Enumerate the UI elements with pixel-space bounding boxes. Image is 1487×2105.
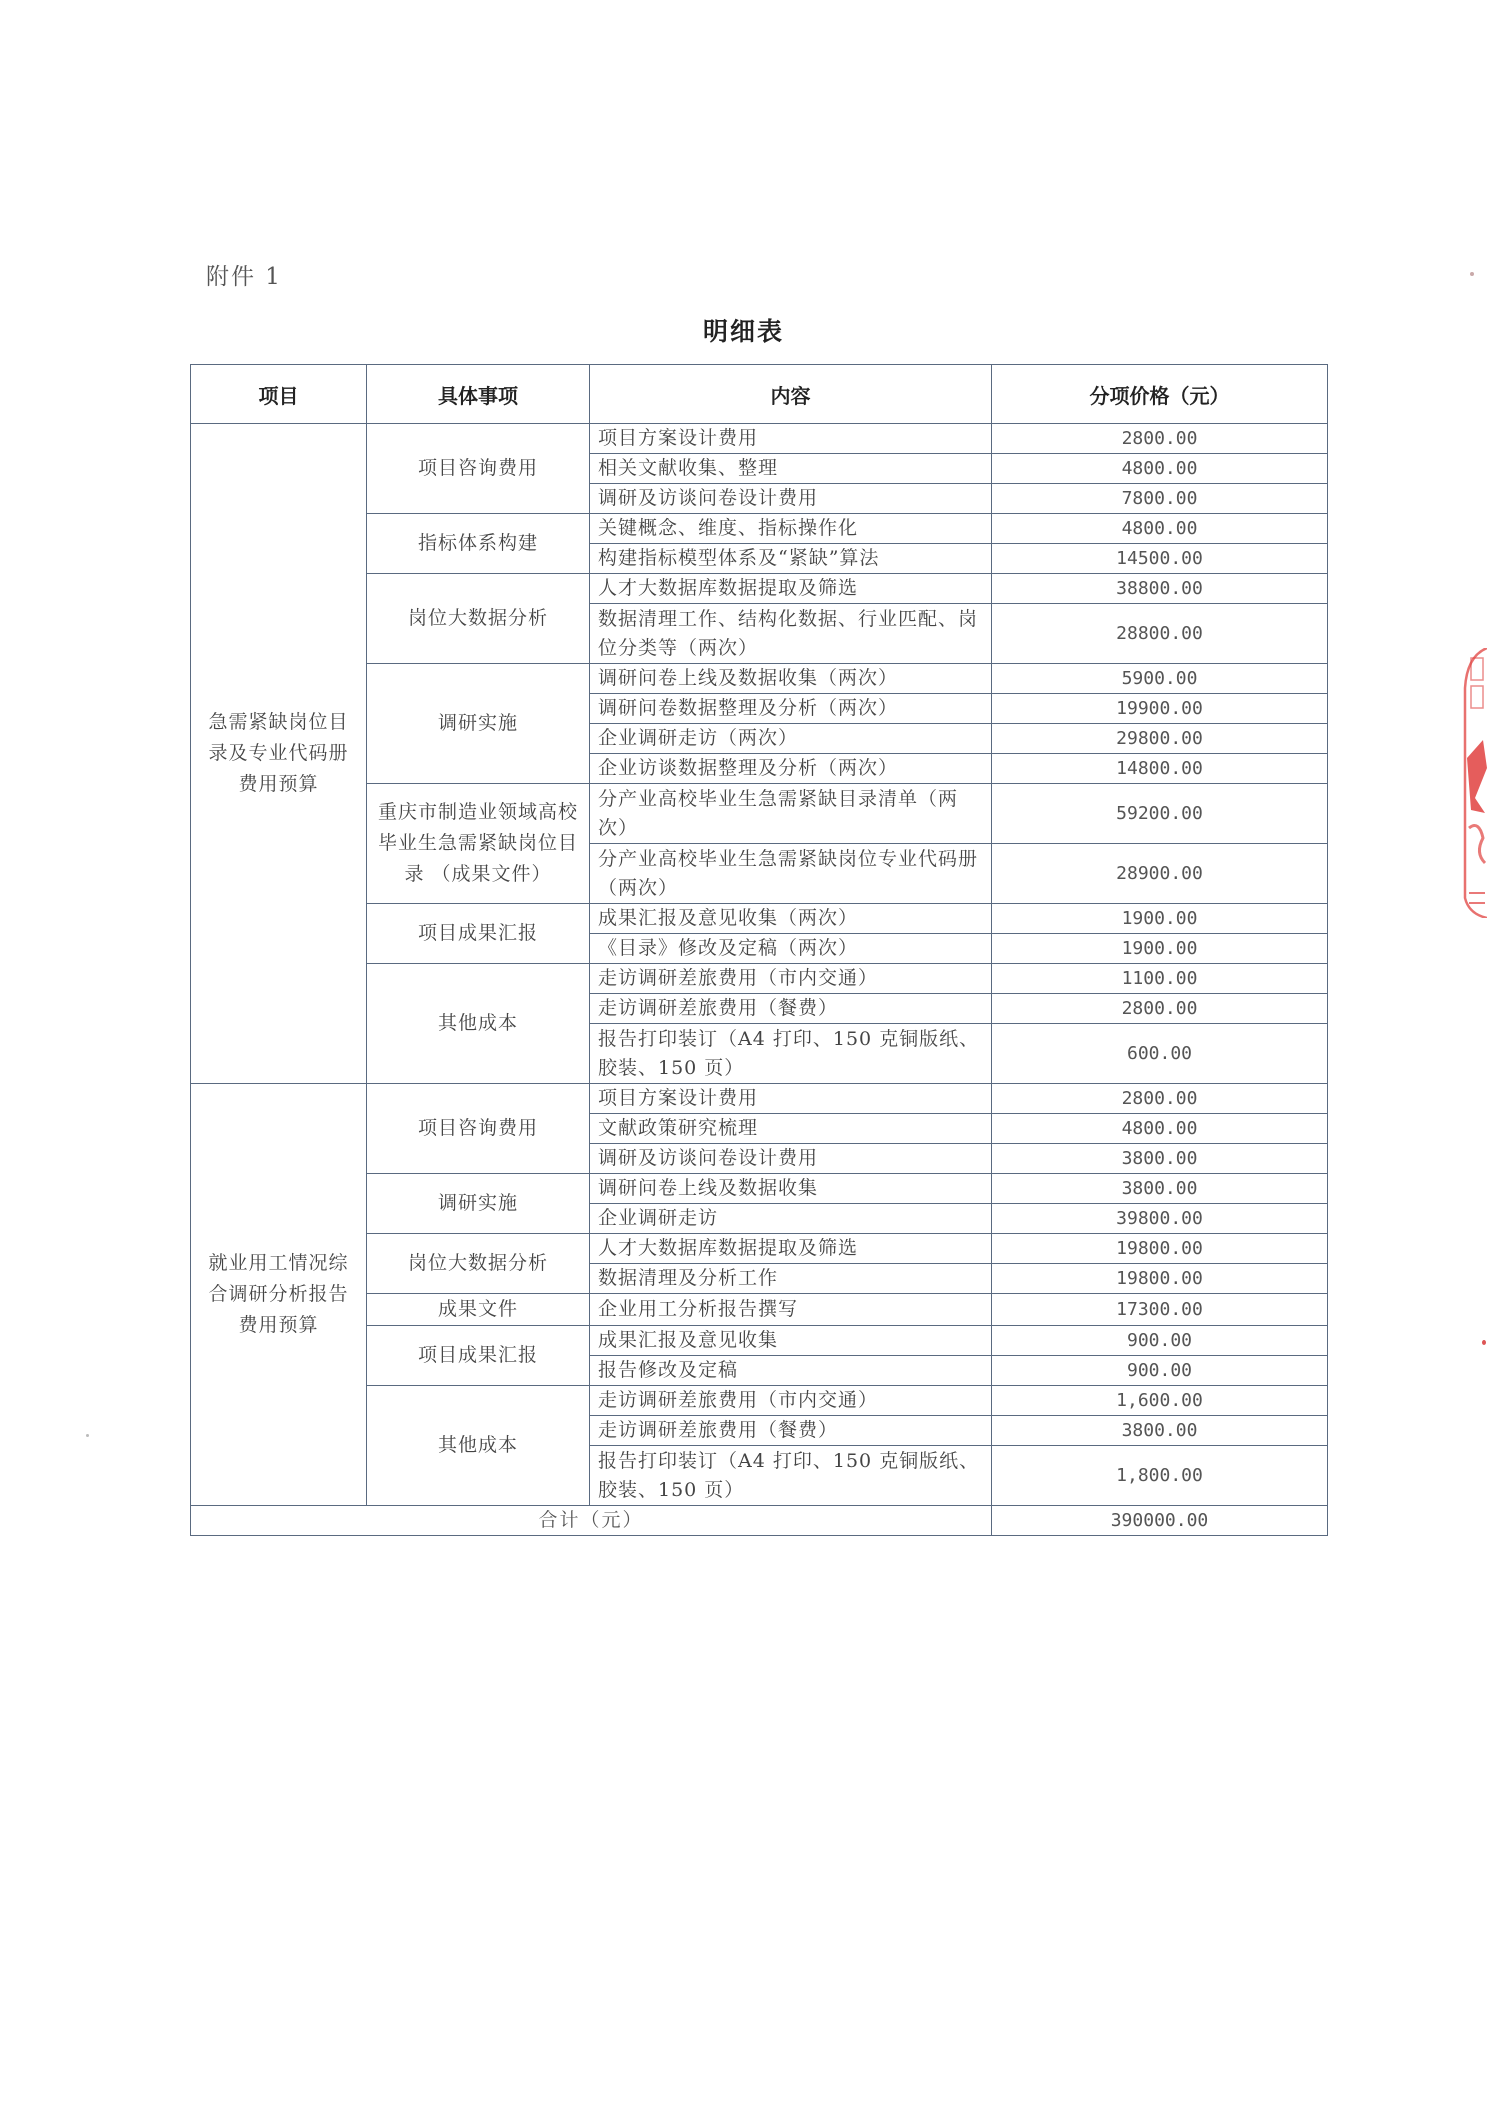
total-value: 390000.00 bbox=[992, 1506, 1328, 1536]
price-cell: 28900.00 bbox=[992, 844, 1328, 904]
content-cell: 相关文献收集、整理 bbox=[590, 454, 992, 484]
content-cell: 分产业高校毕业生急需紧缺目录清单（两次） bbox=[590, 784, 992, 844]
total-row bbox=[191, 1506, 1328, 1536]
header-item: 具体事项 bbox=[367, 365, 590, 424]
price-cell: 7800.00 bbox=[992, 484, 1328, 514]
content-cell: 数据清理及分析工作 bbox=[590, 1264, 992, 1294]
attachment-label: 附件 1 bbox=[206, 264, 282, 290]
price-cell: 19800.00 bbox=[992, 1264, 1328, 1294]
content-cell: 走访调研差旅费用（餐费） bbox=[590, 994, 992, 1024]
content-cell: 调研问卷上线及数据收集（两次） bbox=[590, 664, 992, 694]
price-cell: 2800.00 bbox=[992, 424, 1328, 454]
content-cell: 关键概念、维度、指标操作化 bbox=[590, 514, 992, 544]
price-cell: 5900.00 bbox=[992, 664, 1328, 694]
price-cell: 4800.00 bbox=[992, 514, 1328, 544]
page-title: 明细表 bbox=[702, 317, 784, 346]
seal-stamp bbox=[1461, 648, 1487, 918]
price-cell: 4800.00 bbox=[992, 1114, 1328, 1144]
item-cell: 指标体系构建 bbox=[367, 514, 590, 574]
content-cell: 分产业高校毕业生急需紧缺岗位专业代码册（两次） bbox=[590, 844, 992, 904]
price-cell: 1,800.00 bbox=[992, 1446, 1328, 1506]
price-cell: 1100.00 bbox=[992, 964, 1328, 994]
content-cell: 文献政策研究梳理 bbox=[590, 1114, 992, 1144]
price-cell: 3800.00 bbox=[992, 1416, 1328, 1446]
item-cell: 其他成本 bbox=[367, 964, 590, 1084]
content-cell: 成果汇报及意见收集（两次） bbox=[590, 904, 992, 934]
price-cell: 17300.00 bbox=[992, 1294, 1328, 1326]
item-cell: 重庆市制造业领域高校毕业生急需紧缺岗位目录 （成果文件） bbox=[367, 784, 590, 904]
price-cell: 39800.00 bbox=[992, 1204, 1328, 1234]
content-cell: 企业访谈数据整理及分析（两次） bbox=[590, 754, 992, 784]
content-cell: 企业调研走访 bbox=[590, 1204, 992, 1234]
content-cell: 调研及访谈问卷设计费用 bbox=[590, 1144, 992, 1174]
price-cell: 3800.00 bbox=[992, 1174, 1328, 1204]
total-label: 合计（元） bbox=[191, 1506, 992, 1536]
item-cell: 项目成果汇报 bbox=[367, 904, 590, 964]
price-cell: 1,600.00 bbox=[992, 1386, 1328, 1416]
content-cell: 走访调研差旅费用（餐费） bbox=[590, 1416, 992, 1446]
price-cell: 29800.00 bbox=[992, 724, 1328, 754]
content-cell: 走访调研差旅费用（市内交通） bbox=[590, 1386, 992, 1416]
content-cell: 走访调研差旅费用（市内交通） bbox=[590, 964, 992, 994]
content-cell: 项目方案设计费用 bbox=[590, 424, 992, 454]
price-cell: 1900.00 bbox=[992, 934, 1328, 964]
project-cell: 就业用工情况综合调研分析报告费用预算 bbox=[191, 1084, 367, 1506]
table-body bbox=[191, 424, 1328, 1506]
item-cell: 调研实施 bbox=[367, 1174, 590, 1234]
price-cell: 3800.00 bbox=[992, 1144, 1328, 1174]
content-cell: 报告打印装订（A4 打印、150 克铜版纸、胶装、150 页） bbox=[590, 1024, 992, 1084]
content-cell: 报告打印装订（A4 打印、150 克铜版纸、胶装、150 页） bbox=[590, 1446, 992, 1506]
item-cell: 项目成果汇报 bbox=[367, 1326, 590, 1386]
content-cell: 构建指标模型体系及“紧缺”算法 bbox=[590, 544, 992, 574]
scan-speck bbox=[1482, 1340, 1486, 1345]
header-price: 分项价格（元） bbox=[992, 365, 1328, 424]
price-cell: 14800.00 bbox=[992, 754, 1328, 784]
price-cell: 600.00 bbox=[992, 1024, 1328, 1084]
price-cell: 19900.00 bbox=[992, 694, 1328, 724]
content-cell: 人才大数据库数据提取及筛选 bbox=[590, 574, 992, 604]
price-cell: 19800.00 bbox=[992, 1234, 1328, 1264]
content-cell: 数据清理工作、结构化数据、行业匹配、岗位分类等（两次） bbox=[590, 604, 992, 664]
content-cell: 调研问卷上线及数据收集 bbox=[590, 1174, 992, 1204]
item-cell: 成果文件 bbox=[367, 1294, 590, 1326]
table-header-row bbox=[191, 365, 1328, 424]
price-cell: 900.00 bbox=[992, 1326, 1328, 1356]
project-cell: 急需紧缺岗位目录及专业代码册费用预算 bbox=[191, 424, 367, 1084]
price-cell: 28800.00 bbox=[992, 604, 1328, 664]
content-cell: 人才大数据库数据提取及筛选 bbox=[590, 1234, 992, 1264]
header-project: 项目 bbox=[191, 365, 367, 424]
item-cell: 调研实施 bbox=[367, 664, 590, 784]
content-cell: 企业用工分析报告撰写 bbox=[590, 1294, 992, 1326]
item-cell: 其他成本 bbox=[367, 1386, 590, 1506]
item-cell: 岗位大数据分析 bbox=[367, 1234, 590, 1294]
item-cell: 项目咨询费用 bbox=[367, 1084, 590, 1174]
table-row bbox=[191, 1084, 1328, 1114]
price-cell: 59200.00 bbox=[992, 784, 1328, 844]
price-cell: 14500.00 bbox=[992, 544, 1328, 574]
price-cell: 900.00 bbox=[992, 1356, 1328, 1386]
content-cell: 企业调研走访（两次） bbox=[590, 724, 992, 754]
header-content: 内容 bbox=[590, 365, 992, 424]
price-cell: 38800.00 bbox=[992, 574, 1328, 604]
item-cell: 岗位大数据分析 bbox=[367, 574, 590, 664]
content-cell: 项目方案设计费用 bbox=[590, 1084, 992, 1114]
scan-speck bbox=[1470, 272, 1474, 276]
content-cell: 报告修改及定稿 bbox=[590, 1356, 992, 1386]
price-cell: 2800.00 bbox=[992, 994, 1328, 1024]
item-cell: 项目咨询费用 bbox=[367, 424, 590, 514]
content-cell: 调研及访谈问卷设计费用 bbox=[590, 484, 992, 514]
table-row bbox=[191, 424, 1328, 454]
content-cell: 成果汇报及意见收集 bbox=[590, 1326, 992, 1356]
content-cell: 《目录》修改及定稿（两次） bbox=[590, 934, 992, 964]
price-cell: 4800.00 bbox=[992, 454, 1328, 484]
price-cell: 1900.00 bbox=[992, 904, 1328, 934]
scan-speck bbox=[86, 1434, 89, 1437]
detail-table bbox=[190, 364, 1328, 1536]
price-cell: 2800.00 bbox=[992, 1084, 1328, 1114]
content-cell: 调研问卷数据整理及分析（两次） bbox=[590, 694, 992, 724]
